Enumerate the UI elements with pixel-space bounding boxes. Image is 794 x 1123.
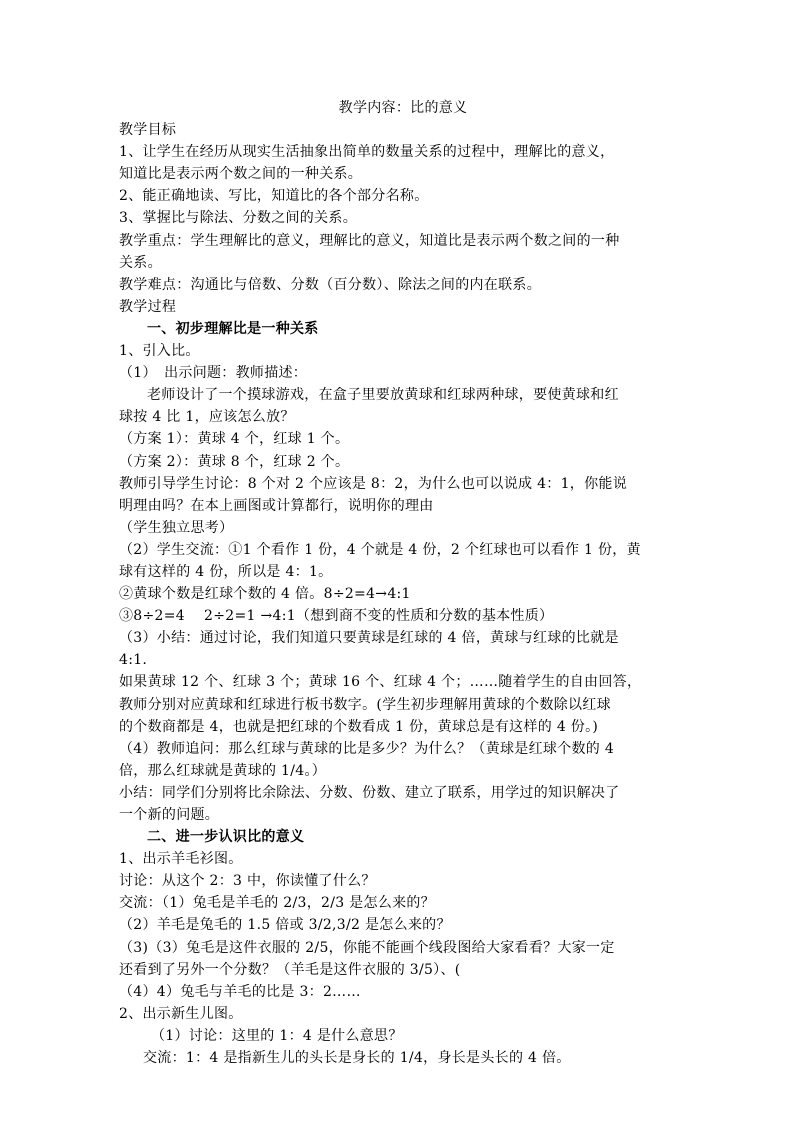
text-line: （方案 2）：黄球 8 个，红球 2 个。 xyxy=(119,453,350,470)
text-line: ②黄球个数是红球个数的 4 倍。8÷2=4→4:1 xyxy=(119,586,411,603)
text-line: 交流：1：4 是指新生儿的头长是身长的 1/4，身长是头长的 4 倍。 xyxy=(143,1050,571,1067)
text-line: 一、初步理解比是一种关系 xyxy=(147,320,319,337)
text-line: 的个数商都是 4，也就是把红球的个数看成 1 份，黄球总是有这样的 4 份。) xyxy=(119,718,599,735)
text-line: 1、出示羊毛衫图。 xyxy=(119,851,243,868)
text-line: 关系。 xyxy=(119,254,162,271)
text-line: 明理由吗？在本上画图或计算都行，说明你的理由 xyxy=(119,497,434,514)
text-line: 球有这样的 4 份，所以是 4：1。 xyxy=(119,563,333,580)
text-line: 教学难点：沟通比与倍数、分数（百分数）、除法之间的内在联系。 xyxy=(119,276,541,293)
text-line: ③8÷2=4 2÷2=1 →4:1（想到商不变的性质和分数的基本性质） xyxy=(119,608,554,625)
text-line: 倍，那么红球就是黄球的 1/4。） xyxy=(119,762,327,779)
text-line: 教学目标 xyxy=(119,122,177,139)
text-line: 球按 4 比 1，应该怎么放？ xyxy=(119,409,295,426)
text-line: （2）羊毛是兔毛的 1.5 倍或 3/2,3/2 是怎么来的？ xyxy=(119,917,451,934)
text-line: （3)（3）兔毛是这件衣服的 2/5，你能不能画个线段图给大家看看？大家一定 xyxy=(119,939,615,956)
text-line: 1、引入比。 xyxy=(119,343,200,360)
text-line: 教师分别对应黄球和红球进行板书数字。(学生初步理解用黄球的个数除以红球 xyxy=(119,696,611,713)
text-line: （4）4）兔毛与羊毛的比是 3：2…… xyxy=(119,983,361,1000)
text-line: 知道比是表示两个数之间的一种关系。 xyxy=(119,166,363,183)
text-line: （3）小结：通过讨论，我们知道只要黄球是红球的 4 倍，黄球与红球的比就是 xyxy=(119,630,619,647)
text-line: 2、出示新生儿图。 xyxy=(119,1005,243,1022)
text-line: （1） 出示问题：教师描述： xyxy=(119,365,308,382)
text-line: （方案 1）：黄球 4 个，红球 1 个。 xyxy=(119,431,350,448)
text-line: 教学重点：学生理解比的意义，理解比的意义，知道比是表示两个数之间的一种 xyxy=(119,232,620,249)
text-line: 如果黄球 12 个、红球 3 个；黄球 16 个、红球 4 个；……随着学生的自由回答， xyxy=(119,674,642,691)
text-line: 讨论：从这个 2：3 中，你读懂了什么？ xyxy=(119,873,376,890)
text-line: 2、能正确地读、写比，知道比的各个部分名称。 xyxy=(119,188,429,205)
text-line: 4:1. xyxy=(119,652,148,669)
text-line: 教师引导学生讨论：8 个对 2 个应该是 8：2，为什么也可以说成 4：1，你能说 xyxy=(119,475,627,492)
text-line: （学生独立思考） xyxy=(119,519,234,536)
text-line: （2）学生交流：①1 个看作 1 份，4 个就是 4 份，2 个红球也可以看作 1 份，黄 xyxy=(119,541,641,558)
document-body xyxy=(119,97,679,1069)
text-line: （4）教师追问：那么红球与黄球的比是多少？为什么？（黄球是红球个数的 4 xyxy=(119,740,615,757)
text-line: 还看到了另外一个分数？（羊毛是这件衣服的 3/5）、( xyxy=(119,961,461,978)
text-line: 教学过程 xyxy=(119,298,177,315)
text-line: 交流：（1）兔毛是羊毛的 2/3，2/3 是怎么来的？ xyxy=(119,895,435,912)
text-line: 3、掌握比与除法、分数之间的关系。 xyxy=(119,210,358,227)
text-line: 1、让学生在经历从现实生活抽象出简单的数量关系的过程中，理解比的意义， xyxy=(119,144,615,161)
text-line: 一个新的问题。 xyxy=(119,807,220,823)
text-line: 老师设计了一个摸球游戏，在盒子里要放黄球和红球两种球，要使黄球和红 xyxy=(147,387,619,404)
text-line: 小结：同学们分别将比余除法、分数、份数、建立了联系，用学过的知识解决了 xyxy=(119,784,620,801)
document-title: 教学内容：比的意义 xyxy=(338,100,468,116)
text-line: （1）讨论：这里的 1：4 是什么意思？ xyxy=(151,1027,403,1044)
text-line: 二、进一步认识比的意义 xyxy=(147,829,305,846)
